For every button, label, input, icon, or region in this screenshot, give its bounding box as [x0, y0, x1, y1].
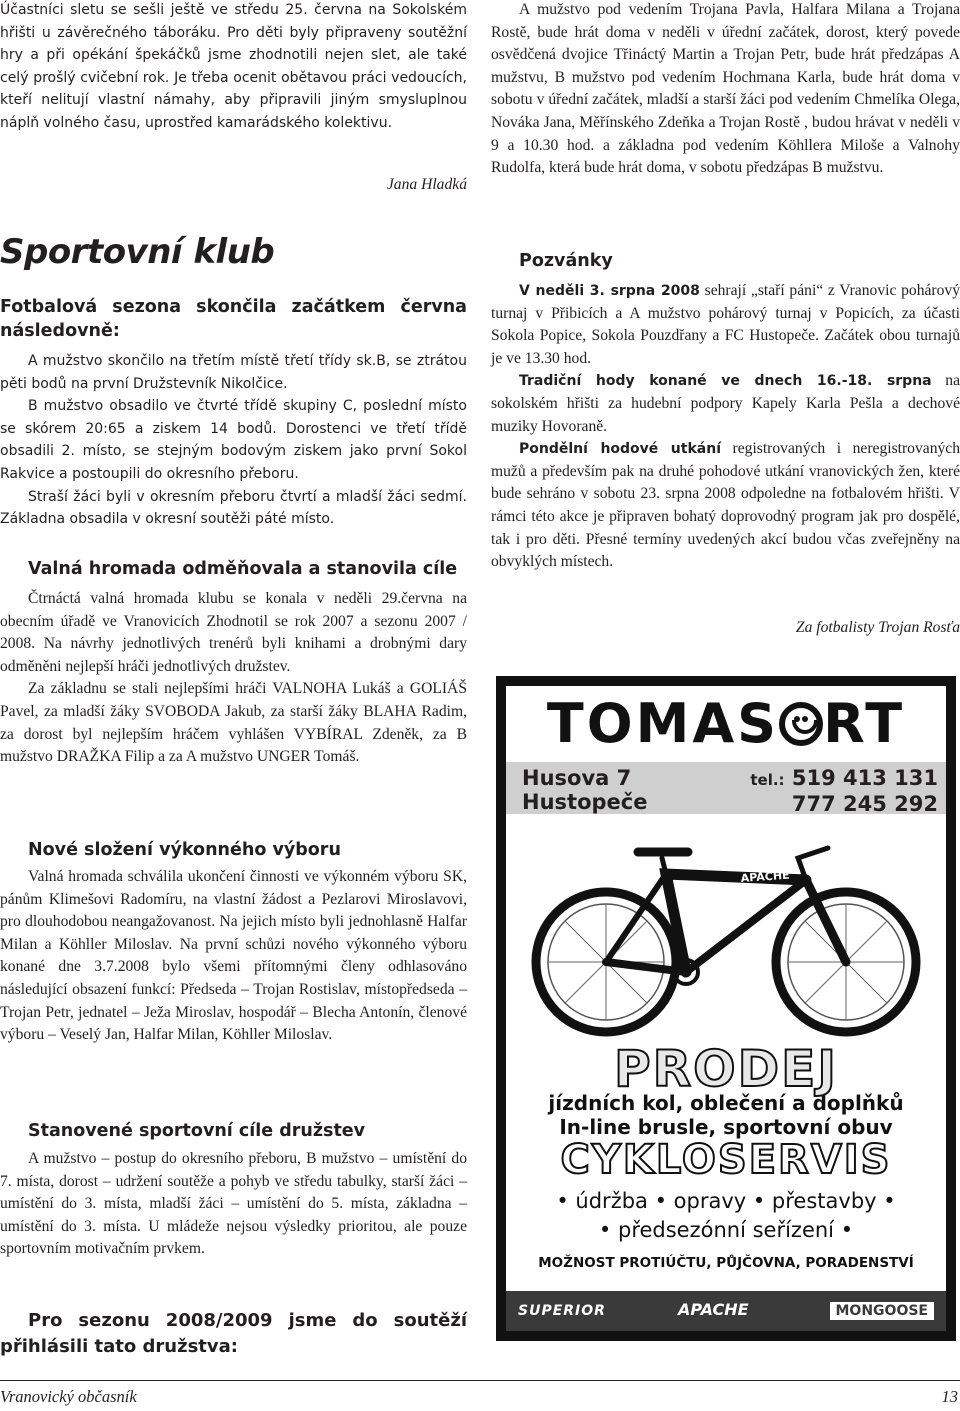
paragraph — [491, 438, 960, 574]
ad-line-2: In-line brusle, sportovní obuv — [559, 1115, 893, 1139]
valna-block — [0, 588, 467, 769]
brand-part: TOMAS — [546, 692, 780, 755]
cykloservis-heading: CYKLOSERVIS — [560, 1137, 892, 1183]
heading-cile: Stanovené sportovní cíle družstev — [28, 1121, 366, 1141]
street: Husova 7 — [522, 766, 632, 790]
paragraph — [491, 280, 960, 370]
heading-valna-hromada: Valná hromada odměňovala a stanovila cíle — [28, 559, 458, 579]
prodej-heading: PRODEJ — [614, 1040, 838, 1098]
moznost-line: MOŽNOST PROTIÚČTU, PŮJČOVNA, PORADENSTVÍ — [538, 1255, 914, 1271]
bike-brand-text: APACHE — [740, 868, 790, 885]
intro-block — [0, 0, 467, 135]
phone-1: 519 413 131 — [791, 766, 938, 790]
tel-label: tel.: — [750, 771, 785, 789]
invite-lead: Tradiční hody konané ve dnech 16.-18. srpna — [519, 373, 932, 390]
paragraph: A mužstvo skončilo na třetím místě třetí třídy sk.B, se ztrátou pěti bodů na první Družstevník Nikolčice. — [0, 353, 467, 392]
mongoose-logo: MONGOOSE — [830, 1302, 935, 1320]
service-line-2: • předsezónní seřízení • — [598, 1218, 854, 1242]
sezona-block — [0, 350, 467, 531]
brand-part: RT — [823, 692, 906, 755]
invite-text: registrovaných i neregistrovaných mužů a především pak na druhé pohodové utkání vranovických žen, které bude sehráno v sobotu 23. srpna 2008 odpoledne na fotbalovém hřišti. V rámci této akce je připraven bohatý doprovodný program jak pro dospělé, tak i pro děti. Přesné termíny uvedených akcí budou včas zveřejněny na obvyklých místech. — [491, 440, 960, 571]
paragraph: Čtrnáctá valná hromada klubu se konala v neděli 29.června na obecním úřadě ve Vranovicích Zhodnotil se rok 2007 a sezonu 2007 / 2008. Na návrhy jednotlivých trenérů byli knihami a drobnými dary odměněni nejlepší hráči jednotlivých družstev. — [0, 590, 467, 675]
pozvanky-block — [491, 280, 960, 574]
heading-sezona-2008: Pro sezonu 2008/2009 jsme do soutěží přihlásili tato družstva: — [0, 1310, 467, 1357]
invite-lead: V neděli 3. srpna 2008 — [519, 283, 700, 299]
invite-lead: Pondělní hodové utkání — [519, 441, 721, 458]
phones — [750, 766, 938, 816]
paragraph: Za základnu se stali nejlepšími hráči VALNOHA Lukáš a GOLIÁŠ Pavel, za mladší žáky SVOBODA Jakub, za starší žáky BLAHA Radim, za dorost byl nejlepším hráčem vyhlášen VYBÍRAL Zdeněk, za B mužstvo DRAŽKA Filip a za A mužstvo UNGER Tomáš. — [0, 680, 467, 766]
phone-2: 777 245 292 — [791, 792, 938, 816]
paragraph: Valná hromada schválila ukončení činnosti ve výkonném výboru SK, pánům Klimešovi Radomíru, na vlastní žádost a Pezlarovi Miroslavovi, pro dlouhodobou neangažovanost. Na jejich místo byli jednohlasně Halfar Milan a Köhller Miloslav. Na první schůzi nového výkonného výboru konané dne 3.7.2008 bylo všemi přítomnými členy odhlasováno následující obsazení funkcí: Předseda – Trojan Rostislav, místopředseda – Trojan Petr, jednatel – Ježa Miroslav, hospodář – Blecha Antonín, členové výboru – Veselý Jan, Halfar Milan, Köhller Miloslav. — [0, 868, 467, 1044]
intro-signature: Jana Hladká — [386, 176, 467, 193]
heading-slozeni: Nové složení výkonného výboru — [28, 840, 341, 860]
invite-text: sehrají „staří páni“ z Vranovic pohárový turnaj v Přibicích a A mužstvo pohárový turnaj v Popicích, za účasti Sokola Popice, Sokola Pouzdřany a FC Hustopeče. Začátek obou turnajů je ve 13.30 hod. — [491, 282, 960, 367]
slozeni-block — [0, 866, 467, 1047]
intro-paragraph: Účastníci sletu se sešli ještě ve středu 25. června na Sokolském hřišti u závěrečného táboráku. Pro děti byly připraveny soutěžní hry a při opékání špekáčků jsme zhodnotili nejen slet, ale také celý prošlý cvičební rok. Je třeba ocenit obětavou práci vedoucích, kteří nelitují vlastní námahy, aby připravili jiným smysluplnou náplň volného času, uprostřed kamarádského kolektivu. — [0, 2, 467, 131]
paragraph: Straší žáci byli v okresním přeboru čtvrtí a mladší žáci sedmí. Základna obsadila v okresní soutěži páté místo. — [0, 488, 467, 528]
paragraph: A mužstvo pod vedením Trojana Pavla, Halfara Milana a Trojana Rostě, bude hrát doma v neděli v úřední začátek, dorost, který povede osvědčená dvojice Třináctý Martin a Trojan Petr, bude hrát předzápas A mužstvu, B mužstvo pod vedením Hochmana Karla, bude hrát doma v sobotu v úřední začátek, mladší a starší žáci pod vedením Chmelíka Olega, Nováka Jana, Měřínského Zdeňka a Trojan Rostě , budou hrávat v neděli v 9 a 10.30 hod. a základna pod vedením Köhllera Miloše a Valnohy Rudolfa, která bude hrát doma, v sobotu předzápas B mužstvu. — [491, 1, 960, 177]
apache-logo: APACHE — [678, 1300, 749, 1319]
mountain-bike-image — [506, 822, 946, 1042]
ad-inner — [506, 686, 946, 1331]
section-title: Sportovní klub — [0, 232, 275, 272]
paragraph: A mužstvo – postup do okresního přeboru, B mužstvo – umístění do 7. místa, dorost – udržení soutěže a pohyb ve středu tabulky, starší žáci – umístění do 3. místa, mladší žáci – umístění do 5. místa, základna – umístění do 3. místa. U mládeže nejsou výsledky prioritou, ale pouze sportovním motivačním prvkem. — [0, 1150, 467, 1258]
paragraph — [491, 370, 960, 438]
page-number: 13 — [941, 1387, 958, 1406]
footer-rule — [0, 1380, 960, 1381]
cile-block — [0, 1148, 467, 1261]
heading-pozvanky: Pozvánky — [519, 251, 613, 271]
right-signature: Za fotbalisty Trojan Rosťa — [795, 619, 960, 636]
service-line-1: • údržba • opravy • přestavby • — [556, 1189, 896, 1213]
paragraph: B mužstvo obsadilo ve čtvrté třídě skupiny C, poslední místo se skórem 20:65 a ziskem 14 bodů. Dorostenci ve třetí třídě obsadili 2. místo, se stejným bodovým ziskem jako první Sokol Rakvice a postoupili do okresního přeboru. — [0, 398, 467, 482]
brand-logo — [506, 694, 946, 754]
brand-logos-bar — [506, 1291, 946, 1331]
druzstva-block — [491, 0, 960, 180]
tomasport-advertisement — [496, 676, 956, 1341]
smiley-face-icon — [779, 702, 823, 746]
city: Hustopeče — [522, 790, 648, 814]
publication-name: Vranovický občasník — [0, 1387, 137, 1406]
address — [522, 766, 647, 814]
superior-logo: SUPERIOR — [518, 1303, 606, 1319]
address-bar — [506, 762, 946, 814]
invite-text: na sokolském hřišti za hudební podpory Kapely Karla Pešla a dechové muziky Hovoraně. — [491, 372, 960, 435]
heading-sezona: Fotbalová sezona skončila začátkem června následovně: — [0, 297, 467, 341]
ad-line-1: jízdních kol, oblečení a doplňků — [548, 1091, 904, 1115]
page-footer — [0, 1380, 960, 1411]
